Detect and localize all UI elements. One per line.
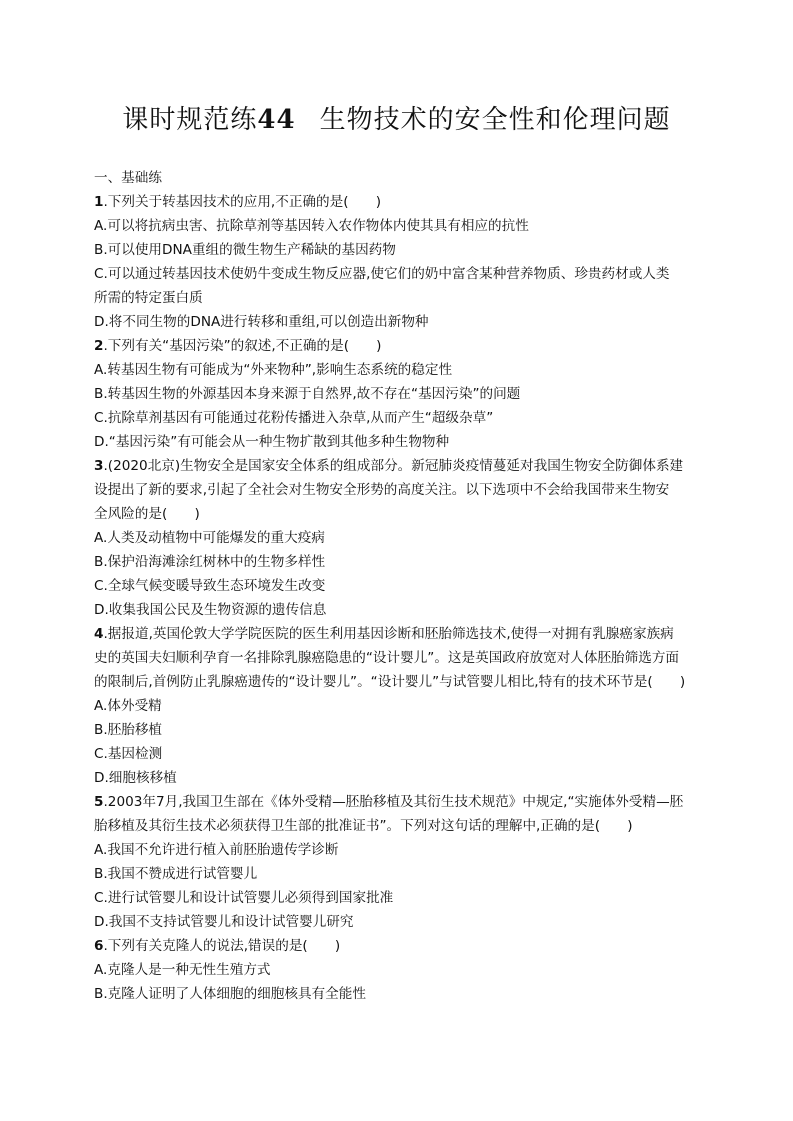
question-stem-text: .2003年7月,我国卫生部在《体外受精—胚胎移植及其衍生技术规范》中规定,“实施体外受精—胚	[103, 794, 684, 810]
question-stem-line	[94, 502, 714, 526]
option-line: A.可以将抗病虫害、抗除草剂等基因转入农作物体内使其具有相应的抗性	[94, 218, 529, 234]
question-number: 4	[94, 626, 104, 642]
title-subject: 生物技术的安全性和伦理问题	[319, 105, 671, 135]
option-line: D.收集我国公民及生物资源的遗传信息	[94, 602, 327, 618]
document-body	[94, 166, 714, 1006]
question-stem-line	[94, 190, 714, 214]
question-stem-line	[94, 454, 714, 478]
question-number: 2	[94, 338, 104, 354]
question-stem-text: .下列有关“基因污染”的叙述,不正确的是( )	[103, 338, 382, 354]
option-line: A.转基因生物有可能成为“外来物种”,影响生态系统的稳定性	[94, 362, 453, 378]
section-heading: 一、基础练	[94, 170, 162, 186]
question-stem-line	[94, 670, 714, 694]
question-stem-line	[94, 934, 714, 958]
option-line: B.保护沿海滩涂红树林中的生物多样性	[94, 554, 326, 570]
question-stem-line	[94, 334, 714, 358]
option-line: D.“基因污染”有可能会从一种生物扩散到其他多种生物物种	[94, 434, 450, 450]
question-stem-text: 设提出了新的要求,引起了全社会对生物安全形势的高度关注。以下选项中不会给我国带来生物安	[94, 482, 670, 498]
title-number: 44	[257, 105, 296, 135]
question-stem-text: 的限制后,首例防止乳腺癌遗传的“设计婴儿”。“设计婴儿”与试管婴儿相比,特有的技术环节是( )	[94, 674, 686, 690]
question-stem-text: .下列关于转基因技术的应用,不正确的是( )	[103, 194, 381, 210]
question-6	[94, 934, 714, 1006]
option-line: B.胚胎移植	[94, 722, 163, 738]
option-line: C.基因检测	[94, 746, 163, 762]
question-number: 1	[94, 194, 104, 210]
option-line: C.可以通过转基因技术使奶牛变成生物反应器,使它们的奶中富含某种营养物质、珍贵药材或人类	[94, 266, 670, 282]
question-2	[94, 334, 714, 454]
option-line: D.我国不支持试管婴儿和设计试管婴儿研究	[94, 914, 354, 930]
option-line: B.转基因生物的外源基因本身来源于自然界,故不存在“基因污染”的问题	[94, 386, 521, 402]
question-stem-text: 胎移植及其衍生技术必须获得卫生部的批准证书”。下列对这句话的理解中,正确的是( )	[94, 818, 633, 834]
question-stem-text: .据报道,英国伦敦大学学院医院的医生利用基因诊断和胚胎筛选技术,使得一对拥有乳腺癌家族病	[103, 626, 674, 642]
question-stem-text: 全风险的是( )	[94, 506, 200, 522]
question-3	[94, 454, 714, 622]
option-line: A.人类及动植物中可能爆发的重大疫病	[94, 530, 325, 546]
question-number: 3	[94, 458, 104, 474]
question-stem-line	[94, 790, 714, 814]
question-number: 6	[94, 938, 104, 954]
option-line: D.细胞核移植	[94, 770, 177, 786]
question-stem-line	[94, 478, 714, 502]
option-line: A.我国不允许进行植入前胚胎遗传学诊断	[94, 842, 339, 858]
option-line: B.可以使用DNA重组的微生物生产稀缺的基因药物	[94, 242, 396, 258]
question-number: 5	[94, 794, 104, 810]
option-line: 所需的特定蛋白质	[94, 290, 203, 306]
title-prefix: 课时规范练	[122, 105, 258, 135]
question-4	[94, 622, 714, 790]
question-stem-text: 史的英国夫妇顺利孕育一名排除乳腺癌隐患的“设计婴儿”。这是英国政府放宽对人体胚胎筛选方面	[94, 650, 680, 666]
question-stem-text: .(2020北京)生物安全是国家安全体系的组成部分。新冠肺炎疫情蔓延对我国生物安全防御体系建	[103, 458, 684, 474]
question-stem-text: .下列有关克隆人的说法,错误的是( )	[103, 938, 341, 954]
page-title	[0, 100, 793, 140]
question-stem-line	[94, 814, 714, 838]
question-1	[94, 190, 714, 334]
question-stem-line	[94, 646, 714, 670]
question-stem-line	[94, 622, 714, 646]
option-line: C.进行试管婴儿和设计试管婴儿必须得到国家批准	[94, 890, 394, 906]
option-line: B.克隆人证明了人体细胞的细胞核具有全能性	[94, 986, 366, 1002]
question-list	[94, 190, 714, 1006]
option-line: A.体外受精	[94, 698, 162, 714]
option-line: D.将不同生物的DNA进行转移和重组,可以创造出新物种	[94, 314, 429, 330]
option-line: C.全球气候变暖导致生态环境发生改变	[94, 578, 326, 594]
question-5	[94, 790, 714, 934]
option-line: B.我国不赞成进行试管婴儿	[94, 866, 258, 882]
option-line: A.克隆人是一种无性生殖方式	[94, 962, 271, 978]
option-line: C.抗除草剂基因有可能通过花粉传播进入杂草,从而产生“超级杂草”	[94, 410, 494, 426]
